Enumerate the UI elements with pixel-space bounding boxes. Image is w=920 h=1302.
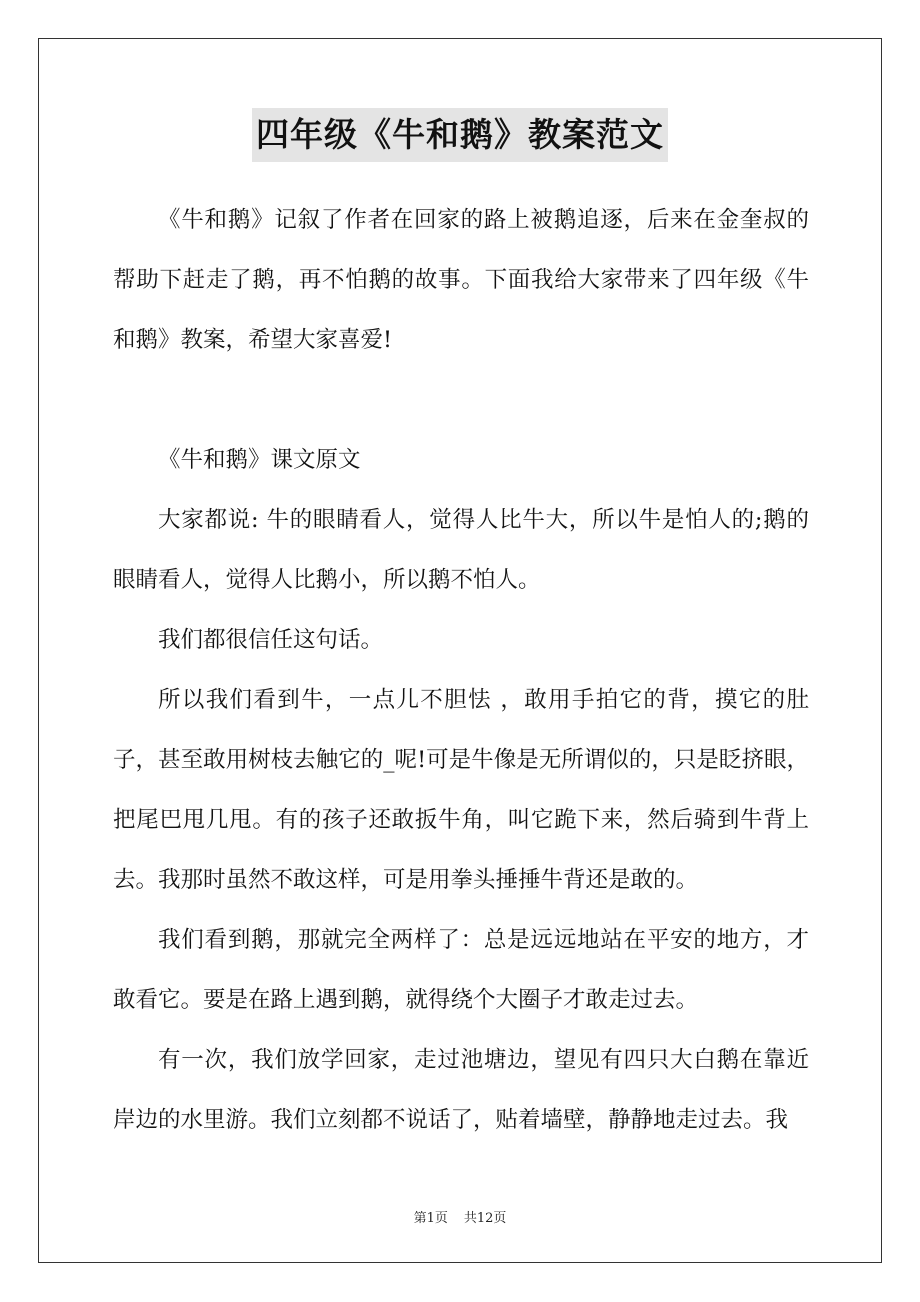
paragraph: 大家都说: 牛的眼睛看人，觉得人比牛大，所以牛是怕人的;鹅的眼睛看人，觉得人比鹅小，所以鹅不怕人。 (113, 507, 809, 593)
paragraph-intro: 《牛和鹅》记叙了作者在回家的路上被鹅追逐，后来在金奎叔的帮助下赶走了鹅，再不怕鹅的故事。下面我给大家带来了四年级《牛和鹅》教案，希望大家喜爱! (113, 207, 809, 353)
document-title: 四年级《牛和鹅》教案范文 (252, 108, 668, 162)
paragraph: 有一次，我们放学回家，走过池塘边，望见有四只大白鹅在靠近岸边的水里游。我们立刻都不说话了，贴着墙壁，静静地走过去。我 (113, 1047, 809, 1133)
document-body (113, 190, 809, 1150)
paragraph: 我们都很信任这句话。 (158, 627, 384, 653)
page-footer (0, 1207, 920, 1226)
document-title-container (0, 108, 920, 162)
page-total: 共12页 (463, 1211, 507, 1226)
paragraph: 我们看到鹅，那就完全两样了：总是远远地站在平安的地方，才敢看它。要是在路上遇到鹅，就得绕个大圈子才敢走过去。 (113, 927, 809, 1013)
page-number: 第1页 (413, 1211, 448, 1226)
section-heading: 《牛和鹅》课文原文 (158, 447, 361, 473)
paragraph: 所以我们看到牛，一点儿不胆怯 ，敢用手拍它的背，摸它的肚子，甚至敢用树枝去触它的_呢!可是牛像是无所谓似的，只是眨挤眼，把尾巴甩几甩。有的孩子还敢扳牛角，叫它跪下来，然后骑到牛背上去。我那时虽然不敢这样，可是用拳头捶捶牛背还是敢的。 (113, 687, 809, 893)
